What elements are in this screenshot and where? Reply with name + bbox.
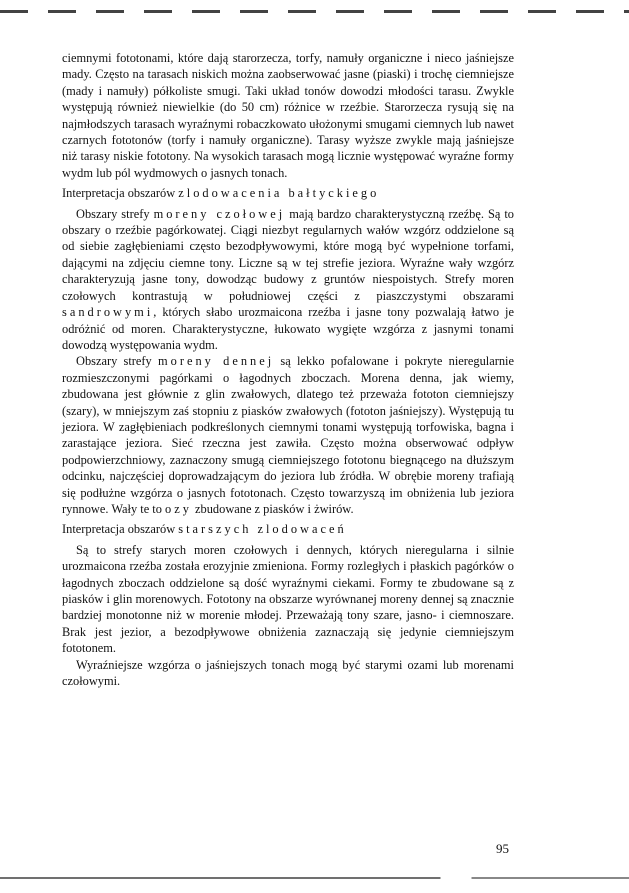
spaced-term: moreny czołowej (153, 206, 286, 221)
text-run: Obszary strefy (76, 206, 154, 221)
body-text (62, 50, 514, 689)
text-run: Wyraźniejsze wzgórza o jaśniejszych tonach mogą być starymi ozami lub morenami czołowymi. (62, 657, 514, 689)
paragraph (62, 657, 514, 690)
section-heading (62, 521, 514, 537)
paragraph (62, 50, 514, 181)
spaced-term: ozy (165, 501, 192, 516)
spaced-term: zlodowacenia bałtyckiego (178, 186, 380, 201)
paragraph (62, 206, 514, 354)
spaced-term: sandrowymi (62, 305, 154, 320)
text-run: Są to strefy starych moren czołowych i dennych, których nieregularna i silnie urozmaicona rzeźba została erozyjnie zmieniona. Formy rozległych i płaskich pagórków o łagodnych zboczach oddzielone są dość wyraźnymi ciekami. Formy te zbudowane są z piasków i glin morenowych. Fototony na obszarze wyrównanej moreny dennej są znacznie bardziej monotonne niż w morenie młodej. Przeważają tony szare, jasno- i ciemnoszare. Brak jest jezior, a bezodpływowe obniżenia zaznaczają się jedynie ciemniejszym fototonem. (62, 542, 514, 656)
text-run: Interpretacja obszarów (62, 186, 179, 201)
spaced-term: moreny dennej (158, 354, 275, 369)
text-run: , których słabo urozmaicona rzeźba i jasne tony pozwalają łatwo je odróżnić od moren. Charakterystyczne, łukowato wygięte wzgórza z jasnymi tonami dowodzą występowania wydm. (62, 305, 514, 352)
bottom-rule (0, 877, 629, 879)
text-run: Interpretacja obszarów (62, 522, 179, 537)
spaced-term: starszych zlodowaceń (178, 522, 347, 537)
text-run: ciemnymi fototonami, które dają starorzecza, torfy, namuły organiczne i nieco jaśniejsze mady. Często na tarasach niskich można zaobserwować jasne (piaski) i trochę ciemniejsze (mady i namuły) półkoliste smugi. Taki układ tonów dowodzi młodości tarasu. Zwykle występują również niewielkie (do 50 cm) różnice w rzeźbie. Starorzecza rysują się na najmłodszych tarasach wyraźnymi robaczkowato ułożonymi smugami ciemnych lub nawet czarnych fototonów (torfy i namuły organiczne). Tarasy wyższe zwykle mają jaśniejsze niż tarasy niskie fototony. Na wysokich tarasach mogą licznie występować wyraźne formy wydm lub pól wydmowych o jasnych tonach. (62, 51, 514, 180)
paragraph (62, 542, 514, 657)
top-rule (0, 10, 629, 13)
text-run: mają bardzo charakterystyczną rzeźbę. Są to obszary o rzeźbie pagórkowatej. Ciągi niezbyt regularnych wałów wzgórz oddzielone są od siebie zagłębieniami często bezodpływowymi, które mogą być wypełnione torfami, dającymi na zdjęciu ciemne tony. Liczne są w tej strefie jeziora. Wyraźne wały wzgórz charakteryzują jasne tony, dowodząc budowy z gruntów niespoistych. Strefy moren czołowych kontrastują w południowej części z piaszczystymi obszarami (62, 206, 515, 303)
section-heading (62, 185, 514, 201)
text-run: zbudowane z piasków i żwirów. (191, 501, 354, 516)
paragraph (62, 353, 514, 517)
page-number: 95 (496, 841, 509, 856)
text-run: są lekko pofalowane i pokryte nieregularnie rozmieszczonymi pagórkami o łagodnych zboczach. Morena denna, jak wiemy, zbudowana jest głównie z glin zwałowych, dlatego też przeważa fototon ciemniejszy (szary), w mniejszym zaś stopniu z piasków zwałowych (fototon jaśniejszy). Występują tu jeziora. W zagłębieniach podkreślonych ciemnymi tonami występują torfowiska, bagna i zarastające jeziora. Sieć rzeczna jest zawiła. Często można obserwować odpływ podpowierzchniowy, zaznaczony smugą ciemniejszego fototonu biegnącego na dłuższym odcinku, najczęściej doprowadzającym do jeziora lub źródła. W obrębie moreny trafiają się podłużne wzgórza o jasnych fototonach. Często towarzyszą im obniżenia lub jeziora rynnowe. Wały te to (62, 354, 514, 516)
text-run: Obszary strefy (76, 354, 159, 369)
